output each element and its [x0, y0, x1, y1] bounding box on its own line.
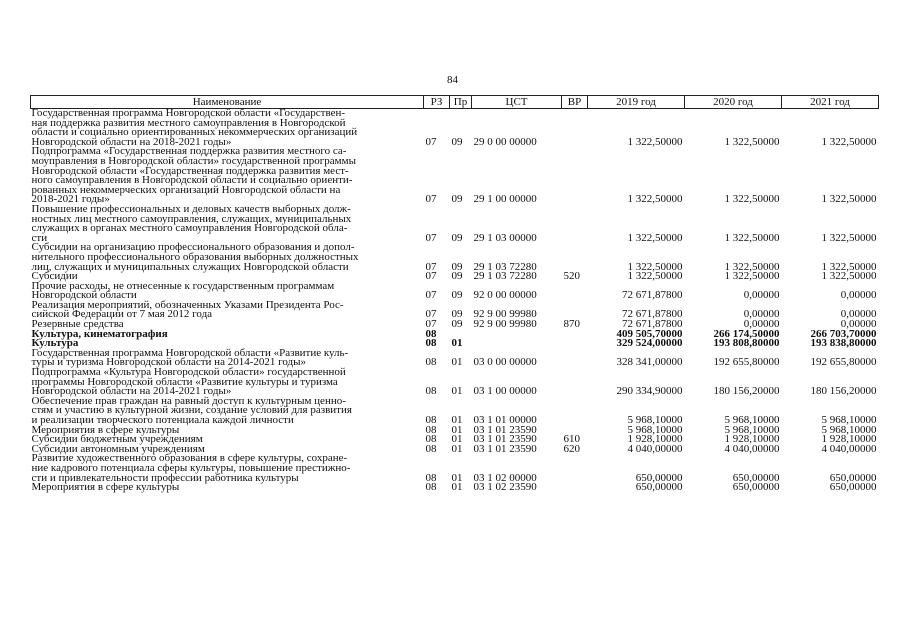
cell-vr: [562, 282, 588, 301]
table-row: [31, 368, 879, 397]
cell-rz: 08: [425, 337, 437, 350]
cell-vr: [562, 483, 588, 493]
cell-rz: 07: [425, 289, 437, 302]
cell-rz: 08: [425, 442, 437, 455]
cell-2019: 650,00000: [635, 481, 683, 494]
cell-pr: 09: [451, 289, 463, 302]
table-body: [31, 109, 879, 493]
header-2020: 2020 год: [685, 96, 782, 109]
cell-2020: 1 322,50000: [724, 260, 780, 273]
cell-pr: 01: [451, 385, 463, 398]
cell-2021: 266 703,70000: [810, 327, 877, 340]
cell-2021: 650,00000: [829, 481, 877, 494]
cell-pr: 09: [451, 231, 463, 244]
cell-2021: 5 968,10000: [821, 414, 877, 426]
cell-pr: 09: [451, 318, 463, 331]
cell-2021: 193 838,80000: [810, 337, 877, 350]
cell-rz: 07: [425, 270, 437, 283]
cell-rz: 08: [425, 356, 437, 369]
cell-vr: [562, 454, 588, 483]
cell-2019: 5 968,10000: [627, 414, 683, 426]
cell-vr: [562, 205, 588, 243]
cell-2019: 1 322,50000: [627, 193, 683, 206]
cell-2020: 192 655,80000: [713, 356, 780, 369]
cell-2020: 0,00000: [743, 289, 780, 302]
cell-pr: 01: [451, 337, 463, 350]
table-row: [31, 205, 879, 243]
cell-cst: 03 1 02 23590: [473, 481, 537, 494]
table-row: [31, 109, 879, 148]
table-row: [31, 282, 879, 301]
cell-rz: 07: [425, 308, 437, 321]
cell-cst: 03 0 00 00000: [473, 356, 537, 369]
cell-pr: 09: [451, 135, 463, 148]
cell-rz: 07: [425, 193, 437, 206]
cell-2019: 1 928,10000: [627, 433, 683, 446]
cell-pr: 01: [451, 423, 463, 436]
cell-cst: 29 1 03 00000: [473, 231, 537, 244]
cell-name: Резервные средства: [31, 318, 124, 331]
cell-cst: [472, 339, 562, 349]
cell-vr: 870: [563, 318, 580, 331]
cell-2021: 1 322,50000: [821, 260, 877, 273]
cell-cst: 03 1 01 23590: [473, 423, 537, 436]
cell-pr: 01: [451, 356, 463, 369]
cell-name: Прочие расходы, не отнесенные к государственным программам Новгородской области: [31, 279, 335, 302]
cell-2021: 192 655,80000: [810, 356, 877, 369]
cell-2019: 1 322,50000: [627, 135, 683, 148]
cell-rz: 07: [425, 231, 437, 244]
table-row: [31, 454, 879, 483]
header-2021: 2021 год: [782, 96, 879, 109]
table-row: [31, 147, 879, 205]
cell-rz: 07: [425, 318, 437, 331]
cell-pr: 09: [451, 270, 463, 283]
cell-name: Субсидии: [31, 270, 78, 283]
cell-vr: 610: [563, 433, 580, 446]
cell-cst: 92 0 00 00000: [473, 289, 537, 302]
table-row: [31, 397, 879, 426]
cell-vr: [562, 339, 588, 349]
cell-2020: 1 322,50000: [724, 135, 780, 148]
cell-2020: 266 174,50000: [713, 327, 780, 340]
cell-pr: 01: [451, 433, 463, 446]
cell-2021: 0,00000: [840, 289, 877, 302]
header-2019: 2019 год: [588, 96, 685, 109]
cell-cst: 29 1 03 72280: [473, 260, 537, 273]
cell-2019: 72 671,87800: [622, 318, 683, 331]
cell-2019: 290 334,90000: [616, 385, 683, 398]
cell-rz: 08: [425, 385, 437, 398]
cell-pr: 01: [451, 414, 463, 426]
cell-pr: 01: [451, 442, 463, 455]
cell-rz: 07: [425, 260, 437, 273]
cell-cst: 29 1 03 72280: [473, 270, 537, 283]
cell-cst: 03 1 01 00000: [473, 414, 537, 426]
cell-rz: 08: [425, 433, 437, 446]
cell-2019: 1 322,50000: [627, 231, 683, 244]
cell-cst: 92 9 00 99980: [473, 318, 537, 331]
cell-name: Развитие художественного образования в сфере культуры, сохране- ние кадрового потенциала сферы культуры, повышение престижно- сти и привлекательности профессии работника культуры: [31, 452, 351, 484]
cell-cst: 29 1 00 00000: [473, 193, 537, 206]
cell-name: Государственная программа Новгородской области «Развитие куль- туры и туризма Новгородской области на 2014-2021 годы»: [31, 346, 349, 369]
cell-rz: 08: [425, 423, 437, 436]
cell-pr: 01: [451, 481, 463, 494]
cell-vr: [562, 349, 588, 368]
cell-pr: 09: [451, 308, 463, 321]
cell-name: Культура: [31, 337, 79, 350]
cell-name: Субсидии автономным учреждениям: [31, 442, 205, 455]
cell-2019: 328 341,00000: [616, 356, 683, 369]
cell-2021: 1 322,50000: [821, 231, 877, 244]
cell-2019: 650,00000: [635, 471, 683, 484]
cell-name: Государственная программа Новгородской области «Государствен- ная поддержка развития местного самоуправления в Новгородской области и социально ориентированных некоммерческих организаций Новгородской области на 2018-2021 годы»: [31, 107, 358, 148]
cell-2019: 409 505,70000: [616, 327, 683, 340]
cell-2020: 5 968,10000: [724, 423, 780, 436]
cell-cst: 03 1 01 23590: [473, 442, 537, 455]
page-number: 84: [447, 74, 458, 86]
cell-cst: 03 1 02 00000: [473, 471, 537, 484]
header-cst: ЦСТ: [472, 96, 562, 109]
cell-2021: 1 928,10000: [821, 433, 877, 446]
cell-pr: 09: [451, 260, 463, 273]
cell-pr: 09: [451, 193, 463, 206]
cell-rz: 08: [425, 414, 437, 426]
cell-2020: 650,00000: [732, 481, 780, 494]
cell-vr: 520: [563, 270, 580, 283]
cell-2020: 5 968,10000: [724, 414, 780, 426]
header-rz: РЗ: [424, 96, 450, 109]
cell-2020: 193 808,80000: [713, 337, 780, 350]
cell-2019: 329 524,00000: [616, 337, 683, 350]
cell-vr: [562, 330, 588, 340]
cell-name: Культура, кинематография: [31, 327, 168, 340]
cell-2020: 1 322,50000: [724, 270, 780, 283]
header-vr: ВР: [562, 96, 588, 109]
cell-name: Мероприятия в сфере культуры: [31, 423, 180, 436]
cell-2019: 4 040,00000: [627, 442, 683, 455]
header-pr: Пр: [450, 96, 472, 109]
header-name: Наименование: [31, 96, 424, 109]
cell-2021: 4 040,00000: [821, 442, 877, 455]
cell-2020: 0,00000: [743, 318, 780, 331]
cell-vr: [562, 109, 588, 148]
cell-2021: 650,00000: [829, 471, 877, 484]
cell-name: Реализация мероприятий, обозначенных Указами Президента Рос- сийской Федерации от 7 мая 2012 года: [31, 298, 344, 321]
cell-2019: 1 322,50000: [627, 260, 683, 273]
cell-vr: 620: [563, 442, 580, 455]
cell-2020: 650,00000: [732, 471, 780, 484]
cell-2020: 4 040,00000: [724, 442, 780, 455]
cell-2021: 0,00000: [840, 308, 877, 321]
cell-2021: 5 968,10000: [821, 423, 877, 436]
cell-2020: 1 322,50000: [724, 193, 780, 206]
cell-2020: 1 322,50000: [724, 231, 780, 244]
cell-2021: 1 322,50000: [821, 135, 877, 148]
cell-rz: 08: [425, 481, 437, 494]
cell-name: Субсидии на организацию профессионального образования и допол- нительного профессионального образования выборных должностных лиц, служащих и муниципальных служащих Новгородской области: [31, 241, 359, 273]
cell-vr: [562, 368, 588, 397]
cell-2020: 1 928,10000: [724, 433, 780, 446]
cell-name: Мероприятия в сфере культуры: [31, 481, 180, 494]
cell-vr: [562, 243, 588, 272]
cell-name: Субсидии бюджетным учреждениям: [31, 433, 203, 446]
cell-name: Подпрограмма «Культура Новгородской области» государственной программы Новгородской области «Развитие культуры и туризма Новгородской области на 2014-2021 годы»: [31, 366, 346, 398]
cell-rz: 08: [425, 471, 437, 484]
cell-2021: 1 322,50000: [821, 270, 877, 283]
cell-2020: 0,00000: [743, 308, 780, 321]
cell-2019: 1 322,50000: [627, 270, 683, 283]
cell-cst: [472, 330, 562, 340]
cell-2021: 1 322,50000: [821, 193, 877, 206]
table-row: [31, 483, 879, 493]
cell-2021: 180 156,20000: [810, 385, 877, 398]
cell-name: Обеспечение прав граждан на равный доступ к культурным ценно- стям и участию в культурной жизни, создание условий для развития и реализации творческого потенциала каждой личности: [31, 394, 352, 426]
cell-2019: 72 671,87800: [622, 308, 683, 321]
cell-vr: [562, 147, 588, 205]
cell-cst: 03 1 01 23590: [473, 433, 537, 446]
cell-name: Подпрограмма «Государственная поддержка развития местного са- моуправления в Новгородской области» государственной программы Новгородской области «Государственная поддержка развития мест- ного самоуправления в Новгородской области и социально ориенти- рованных некоммерческих организаций Новгородской области на 2018-2021 годы»: [31, 145, 356, 206]
cell-vr: [562, 397, 588, 426]
cell-pr: 01: [451, 471, 463, 484]
cell-rz: 07: [425, 135, 437, 148]
budget-table: [30, 95, 879, 493]
cell-cst: 03 1 00 00000: [473, 385, 537, 398]
cell-2021: 0,00000: [840, 318, 877, 331]
cell-rz: 08: [425, 327, 437, 340]
table-row: [31, 243, 879, 272]
cell-name: Повышение профессиональных и деловых качеств выборных долж- ностных лиц местного самоуправления, служащих, муниципальных служащих в органах местного самоуправления Новгородской обла- сти: [31, 202, 352, 244]
cell-cst: 29 0 00 00000: [473, 135, 537, 148]
cell-2020: 180 156,20000: [713, 385, 780, 398]
cell-2019: 5 968,10000: [627, 423, 683, 436]
cell-cst: 92 9 00 99980: [473, 308, 537, 321]
cell-2019: 72 671,87800: [622, 289, 683, 302]
